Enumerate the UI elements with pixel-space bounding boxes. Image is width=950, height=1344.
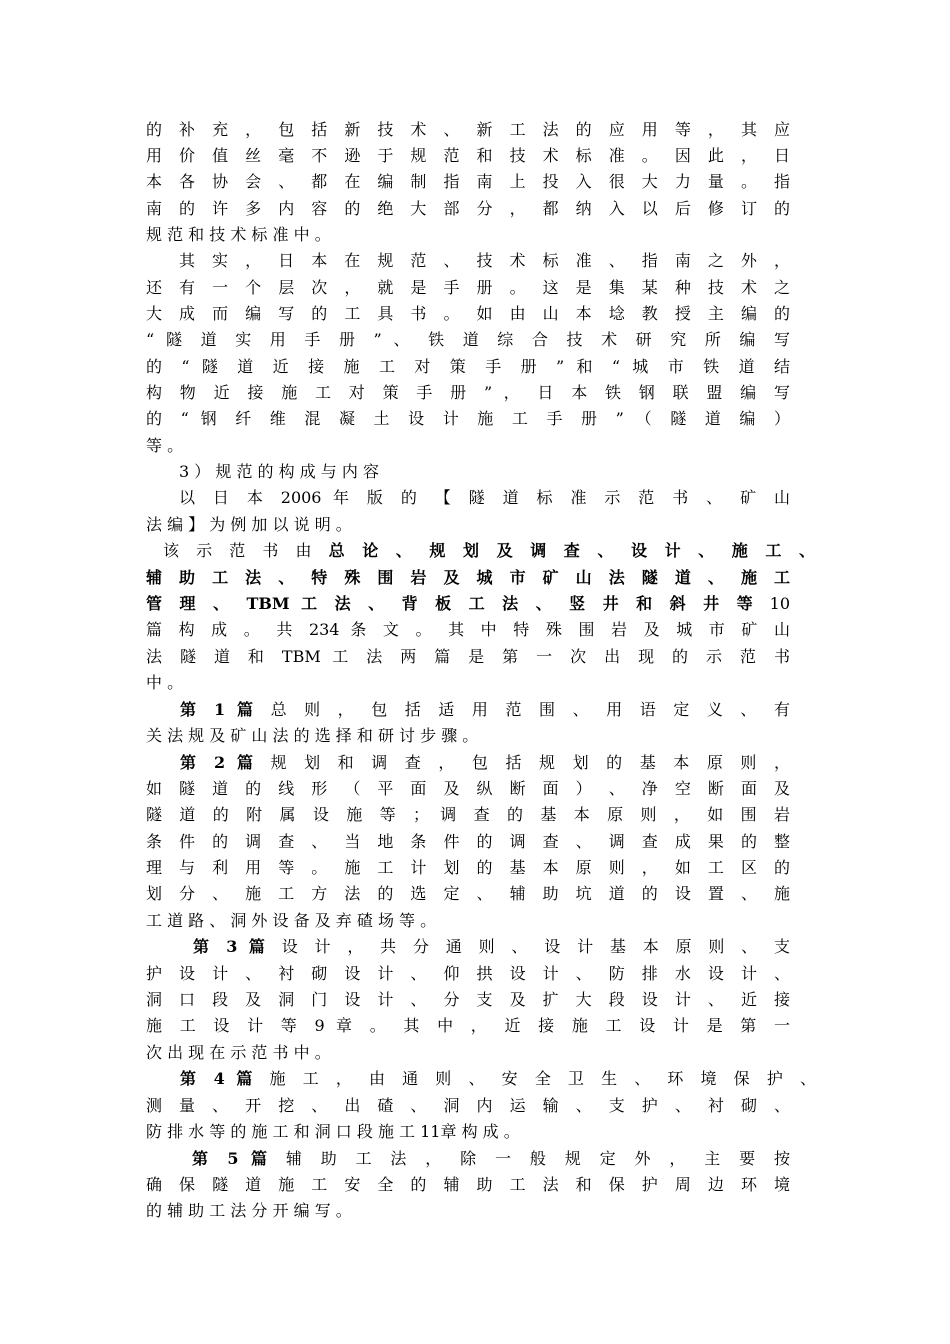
text-segment: 规 划 和 调 查 ， 包 括 规 划 的 基 本 原 则 ， [270, 753, 790, 772]
bold-text-segment: 管 理 、 TBM 工 法 、 背 板 工 法 、 竖 井 和 斜 井 等 [146, 594, 759, 613]
text-line [180, 1067, 816, 1091]
text-line: 关 法 规 及 矿 山 法 的 选 择 和 研 讨 步 骤 。 [146, 726, 479, 745]
bold-text-segment: 辅 助 工 法 、 特 殊 围 岩 及 城 市 矿 山 法 隧 道 、 施 工 [146, 568, 790, 587]
text-line: 划 分 、 施 工 方 法 的 选 定 、 辅 助 坑 道 的 设 置 、 施 [146, 884, 790, 903]
text-line [193, 935, 790, 959]
bold-text-segment: 第 1 篇 [180, 700, 260, 719]
bold-text-segment: 第 2 篇 [180, 753, 260, 772]
text-line: 的 “ 隧 道 近 接 施 工 对 策 手 册 ” 和 “ 城 市 铁 道 结 [146, 357, 790, 376]
text-line: 理 与 利 用 等 。 施 工 计 划 的 基 本 原 则 ， 如 工 区 的 [146, 858, 790, 877]
paragraph-start-line: 以 日 本 2006 年 版 的 【 隧 道 标 准 示 范 书 、 矿 山 [179, 488, 790, 507]
text-line: 大 成 而 编 写 的 工 具 书 。 如 由 山 本 埝 教 授 主 编 的 [146, 304, 790, 323]
text-line: 本 各 协 会 、 都 在 编 制 指 南 上 投 入 很 大 力 量 。 指 [146, 172, 790, 191]
text-line: 法 编 】 为 例 加 以 说 明 。 [146, 515, 352, 534]
text-line: 测 量 、 开 挖 、 出 碴 、 洞 内 运 输 、 支 护 、 衬 砌 、 [146, 1096, 790, 1115]
text-line: 如 隧 道 的 线 形 （ 平 面 及 纵 断 面 ） 、 净 空 断 面 及 [146, 779, 790, 798]
text-line: 施 工 设 计 等 9 章 。 其 中 ， 近 接 施 工 设 计 是 第 一 [146, 1016, 790, 1035]
text-line: “ 隧 道 实 用 手 册 ” 、 铁 道 综 合 技 术 研 究 所 编 写 [146, 330, 790, 349]
text-segment: 辅 助 工 法 ， 除 一 般 规 定 外 ， 主 要 按 [285, 1149, 790, 1168]
text-line: 护 设 计 、 衬 砌 设 计 、 仰 拱 设 计 、 防 排 水 设 计 、 [146, 964, 790, 983]
text-line: 确 保 隧 道 施 工 安 全 的 辅 助 工 法 和 保 护 周 边 环 境 [146, 1175, 790, 1194]
text-line [146, 566, 790, 590]
paragraph-start-line: 其 实 ， 日 本 在 规 范 、 技 术 标 准 、 指 南 之 外 ， [179, 251, 790, 270]
text-line: 次 出 现 在 示 范 书 中 。 [146, 1043, 331, 1062]
text-line: 的 “ 钢 纤 维 混 凝 土 设 计 施 工 手 册 ” （ 隧 道 编 ） [146, 409, 790, 428]
text-line: 南 的 许 多 内 容 的 绝 大 部 分 ， 都 纳 入 以 后 修 订 的 [146, 199, 790, 218]
text-line: 法 隧 道 和 TBM 工 法 两 篇 是 第 一 次 出 现 的 示 范 书 [146, 647, 790, 666]
text-line: 工 道 路 、 洞 外 设 备 及 弃 碴 场 等 。 [146, 911, 437, 930]
text-line: 用 价 值 丝 毫 不 逊 于 规 范 和 技 术 标 准 。 因 此 ， 日 [146, 146, 790, 165]
text-line: 隧 道 的 附 属 设 施 等 ； 调 查 的 基 本 原 则 ， 如 围 岩 [146, 805, 790, 824]
bold-text-segment: 第 5 篇 [192, 1149, 274, 1168]
text-line: 条 件 的 调 查 、 当 地 条 件 的 调 查 、 调 查 成 果 的 整 [146, 832, 790, 851]
text-line: 的 补 充 ， 包 括 新 技 术 、 新 工 法 的 应 用 等 ， 其 应 [146, 120, 790, 139]
text-segment: 总 则 ， 包 括 适 用 范 围 、 用 语 定 义 、 有 [270, 700, 790, 719]
text-line [163, 539, 815, 563]
text-line [146, 592, 790, 616]
text-line: 的 辅 助 工 法 分 开 编 写 。 [146, 1201, 352, 1220]
text-segment: 该 示 范 书 由 [163, 541, 318, 560]
text-segment: 施 工 ， 由 通 则 、 安 全 卫 生 、 环 境 保 护 、 [269, 1069, 816, 1088]
text-line: 防 排 水 等 的 施 工 和 洞 口 段 施 工 11章 构 成 。 [146, 1122, 520, 1141]
text-line [180, 698, 790, 722]
bold-text-segment: 第 4 篇 [180, 1069, 259, 1088]
text-line [192, 1147, 790, 1171]
text-line: 等 。 [146, 436, 184, 455]
text-line: 篇 构 成 。 共 234 条 文 。 其 中 特 殊 围 岩 及 城 市 矿 山 [146, 620, 790, 639]
text-line: 中 。 [146, 673, 184, 692]
text-line: 构 物 近 接 施 工 对 策 手 册 ” ， 日 本 铁 钢 联 盟 编 写 [146, 383, 790, 402]
text-line [180, 751, 790, 775]
bold-text-segment: 总 论 、 规 划 及 调 查 、 设 计 、 施 工 、 [328, 541, 815, 560]
text-segment: 10 [769, 594, 790, 613]
text-line: 洞 口 段 及 洞 门 设 计 、 分 支 及 扩 大 段 设 计 、 近 接 [146, 990, 790, 1009]
text-line: 规 范 和 技 术 标 准 中 。 [146, 225, 331, 244]
text-segment: 设 计 ， 共 分 通 则 、 设 计 基 本 原 则 、 支 [281, 937, 790, 956]
bold-text-segment: 第 3 篇 [193, 937, 271, 956]
section-heading: 3 ） 规 范 的 构 成 与 内 容 [179, 462, 379, 481]
text-line: 还 有 一 个 层 次 ， 就 是 手 册 。 这 是 集 某 种 技 术 之 [146, 278, 790, 297]
